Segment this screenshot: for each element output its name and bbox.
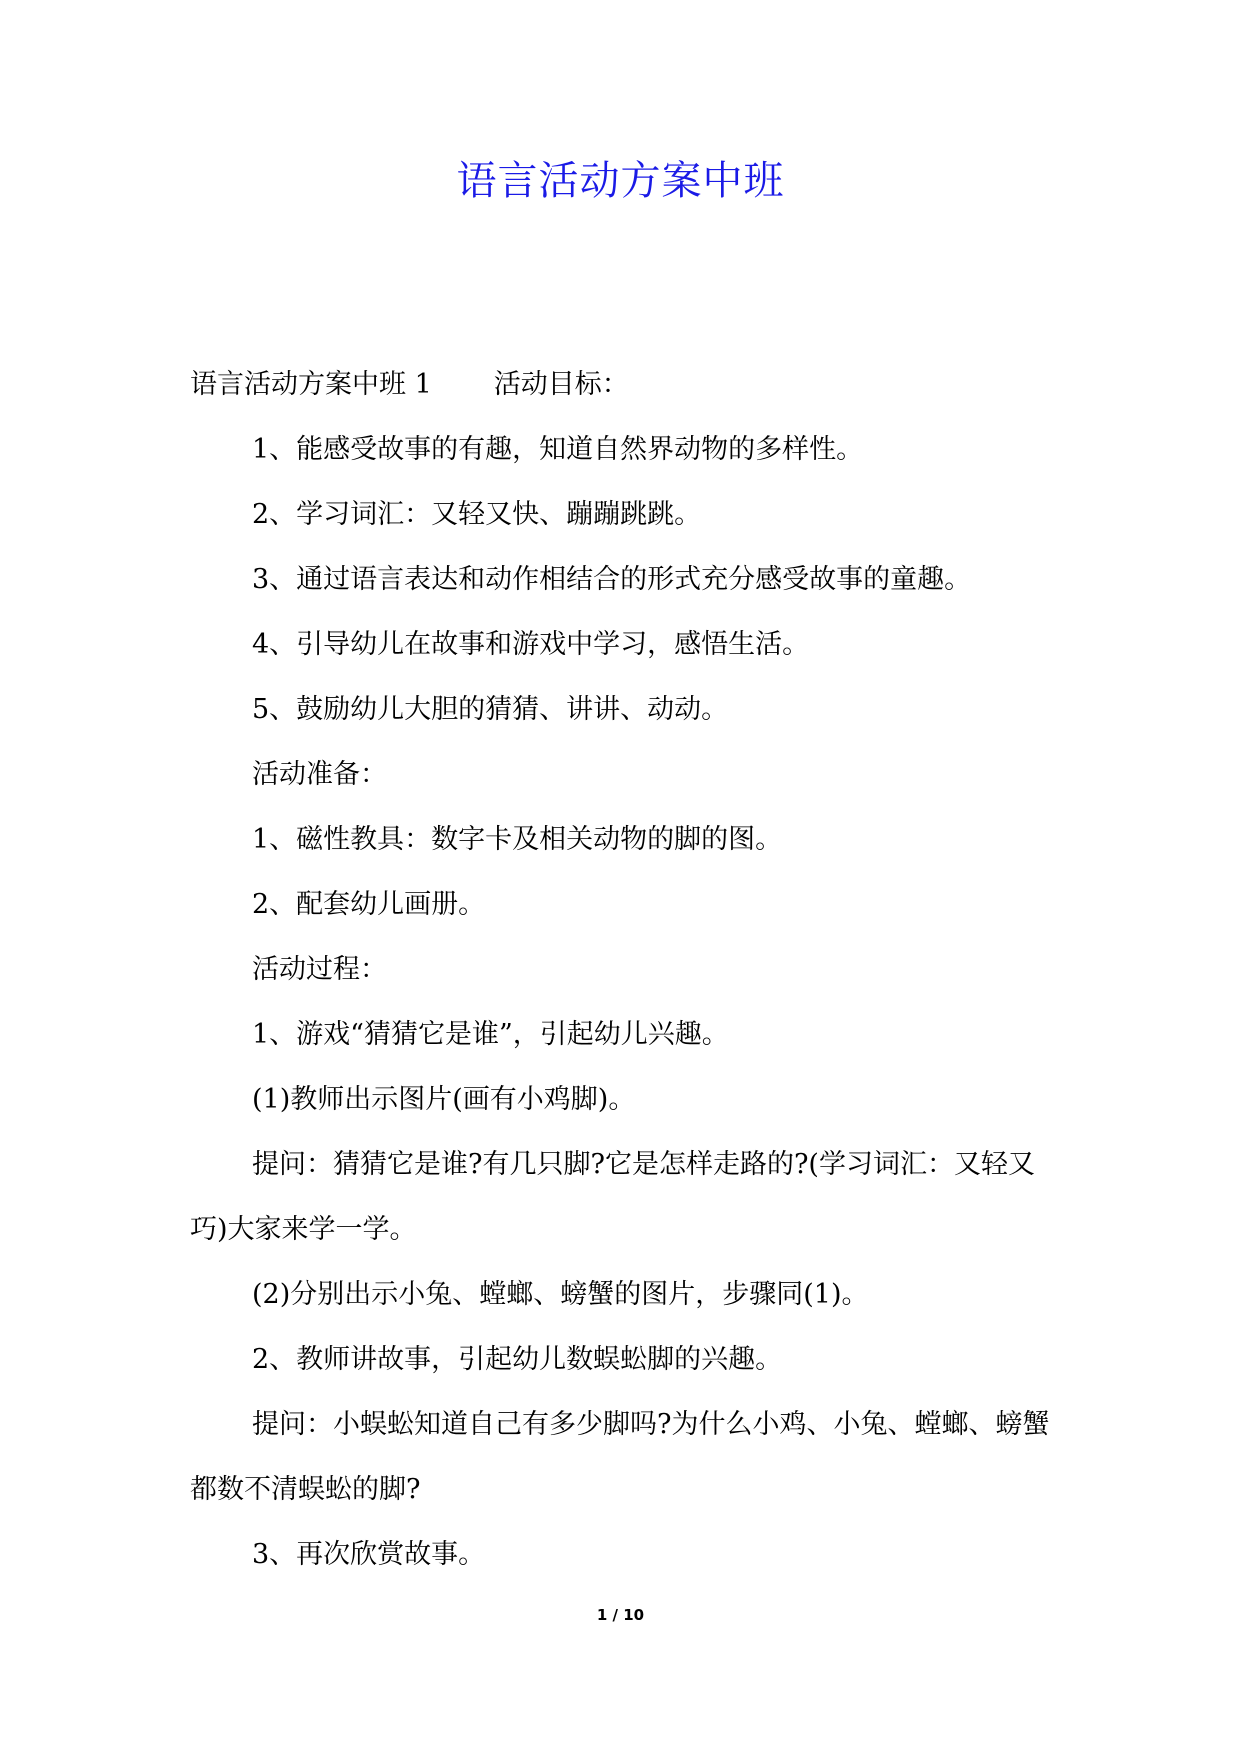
paragraph: 5、鼓励幼儿大胆的猜猜、讲讲、动动。 (252, 694, 729, 725)
document-title: 语言活动方案中班 (456, 158, 785, 204)
paragraph: 1、能感受故事的有趣，知道自然界动物的多样性。 (252, 434, 864, 465)
paragraph: (1)教师出示图片(画有小鸡脚)。 (252, 1084, 636, 1115)
paragraph: 1、游戏“猜猜它是谁”，引起幼儿兴趣。 (252, 1019, 729, 1050)
document-body (190, 352, 1070, 1587)
paragraph: 2、教师讲故事，引起幼儿数蜈蚣脚的兴趣。 (252, 1344, 783, 1375)
paragraph: 1、磁性教具：数字卡及相关动物的脚的图。 (252, 824, 783, 855)
intro-section-label: 活动目标： (493, 369, 629, 400)
paragraph: (2)分别出示小兔、螳螂、螃蟹的图片，步骤同(1)。 (252, 1279, 869, 1310)
section-heading: 活动准备： (252, 759, 387, 790)
intro-line (190, 352, 1070, 417)
paragraph: 2、学习词汇：又轻又快、蹦蹦跳跳。 (252, 499, 702, 530)
section-heading: 活动过程： (252, 954, 387, 985)
page-number: 1 / 10 (596, 1606, 645, 1624)
intro-heading: 语言活动方案中班 1 (190, 369, 432, 400)
paragraph: 4、引导幼儿在故事和游戏中学习，感悟生活。 (252, 629, 810, 660)
paragraph: 3、通过语言表达和动作相结合的形式充分感受故事的童趣。 (252, 564, 972, 595)
paragraph: 提问：小蜈蚣知道自己有多少脚吗?为什么小鸡、小兔、螳螂、螃蟹都数不清蜈蚣的脚? (190, 1409, 1050, 1505)
paragraph: 3、再次欣赏故事。 (252, 1539, 486, 1570)
paragraph: 提问：猜猜它是谁?有几只脚?它是怎样走路的?(学习词汇：又轻又巧)大家来学一学。 (190, 1149, 1035, 1245)
paragraph: 2、配套幼儿画册。 (252, 889, 486, 920)
